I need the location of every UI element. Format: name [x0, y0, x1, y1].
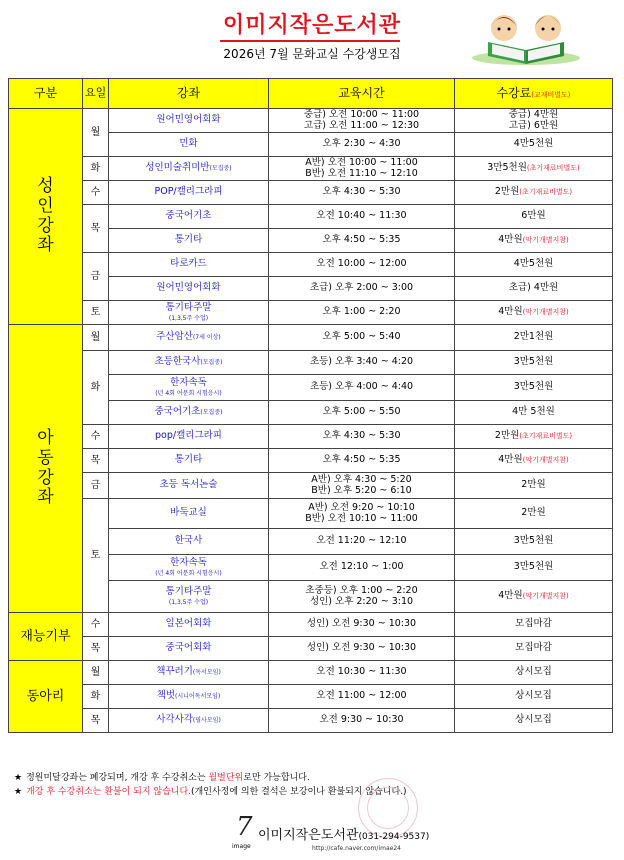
day-label: 월 [90, 666, 101, 678]
time-cell [269, 555, 455, 581]
course-cell[interactable] [109, 133, 269, 157]
library-logo-mark: 7 [236, 812, 253, 842]
course-subtitle: (1,3,5주 수업) [168, 598, 209, 606]
fee-cell [455, 109, 613, 133]
section-label-text: 재능기부 [20, 628, 71, 644]
header-day: 요일 [83, 79, 109, 109]
course-name: 중국어기초 [165, 210, 212, 222]
course-subtitle: (시니어독서모임) [175, 693, 221, 701]
fee-line-1: 모집마감 [515, 618, 552, 630]
time-cell [269, 449, 455, 473]
fee-line-1: 3만5천원 [513, 381, 554, 393]
course-cell[interactable] [109, 375, 269, 401]
library-phone: (031-294-9537) [358, 832, 430, 842]
day-cell [83, 449, 109, 473]
course-cell[interactable] [109, 709, 269, 733]
time-line-1: 오전 10:00 ~ 12:00 [316, 258, 407, 270]
table-row [9, 325, 613, 351]
time-line-1: A반) 오후 4:30 ~ 5:20 [311, 473, 412, 485]
day-cell [83, 709, 109, 733]
day-cell [83, 685, 109, 709]
day-cell [83, 253, 109, 301]
time-line-1: 오후 4:30 ~ 5:30 [322, 186, 401, 198]
course-name: 중국어회화 [165, 642, 212, 654]
fee-cell [455, 181, 613, 205]
fee-cell [455, 277, 613, 301]
course-subtitle: (독서모임) [192, 669, 221, 677]
time-line-1: 오후 4:30 ~ 5:30 [322, 430, 401, 442]
time-cell [269, 613, 455, 637]
time-line-1: 오전 9:30 ~ 10:30 [319, 714, 404, 726]
table-body [9, 109, 613, 733]
table-header-row [9, 79, 613, 109]
course-cell[interactable] [109, 685, 269, 709]
course-name: 중국어기초 [154, 406, 201, 418]
day-cell [83, 499, 109, 613]
day-cell [83, 351, 109, 425]
time-cell [269, 685, 455, 709]
fee-line-1: 6만원 [521, 210, 546, 222]
fee-line-1: 초급) 4만원 [508, 282, 559, 294]
fee-cell [455, 499, 613, 529]
day-label: 토 [90, 549, 101, 561]
time-line-1: 오후 4:50 ~ 5:35 [322, 454, 401, 466]
course-name: 한자속독 [170, 557, 207, 568]
table-row [9, 709, 613, 733]
day-label: 금 [90, 479, 101, 491]
day-label: 목 [90, 642, 101, 654]
header-course: 강좌 [109, 79, 269, 109]
fee-note: (악기개별지참) [522, 236, 569, 245]
day-label: 수 [90, 618, 101, 630]
fee-line-1: 중급) 4만원 [508, 108, 559, 120]
time-cell [269, 401, 455, 425]
fee-cell [455, 555, 613, 581]
fee-cell [455, 301, 613, 325]
table-row [9, 301, 613, 325]
header-category: 구분 [9, 79, 83, 109]
course-cell[interactable] [109, 661, 269, 685]
day-cell [83, 157, 109, 181]
fee-cell [455, 685, 613, 709]
time-cell [269, 181, 455, 205]
course-subtitle: (모집중) [200, 359, 223, 367]
fee-line-1: 상시모집 [515, 714, 552, 726]
fee-line-1: 4만원 [498, 306, 523, 318]
fee-line-1: 4만5천원 [513, 138, 554, 150]
time-line-1: 오전 12:10 ~ 1:00 [319, 561, 404, 573]
course-name: 원어민영어회화 [156, 114, 221, 126]
fee-cell [455, 581, 613, 613]
day-cell [83, 109, 109, 157]
time-cell [269, 277, 455, 301]
course-cell[interactable] [109, 277, 269, 301]
fee-cell [455, 449, 613, 473]
time-cell [269, 661, 455, 685]
fee-cell [455, 613, 613, 637]
course-cell[interactable] [109, 301, 269, 325]
day-label: 화 [90, 381, 101, 393]
day-cell [83, 325, 109, 351]
time-line-1: 오후 1:00 ~ 2:20 [322, 306, 401, 318]
course-cell[interactable] [109, 325, 269, 351]
course-name: 통기타주말 [165, 302, 212, 313]
course-name: pop/캘리그라피 [155, 430, 222, 442]
fee-line-1: 3만5천원 [513, 535, 554, 547]
fee-cell [455, 529, 613, 555]
section-label-adult [9, 109, 83, 325]
course-name: 일본어회화 [165, 618, 212, 630]
course-subtitle: (7세 이상) [192, 334, 221, 342]
course-cell[interactable] [109, 581, 269, 613]
time-line-2: B반) 오후 5:20 ~ 6:10 [311, 484, 412, 496]
table-row [9, 425, 613, 449]
day-label: 목 [90, 222, 101, 234]
course-subtitle: (년 4회 어문회 시험응시) [155, 389, 222, 397]
time-line-1: 오후 2:30 ~ 4:30 [322, 138, 401, 150]
time-line-1: 오후 5:00 ~ 5:40 [322, 331, 401, 343]
table-row [9, 205, 613, 229]
fee-cell [455, 709, 613, 733]
day-cell [83, 661, 109, 685]
time-cell [269, 529, 455, 555]
course-cell[interactable] [109, 613, 269, 637]
header-fee-note: (교재비별도) [531, 90, 571, 99]
fee-note: (악기개별지참) [522, 592, 569, 601]
course-name: 민화 [179, 138, 198, 150]
fee-cell [455, 401, 613, 425]
time-cell [269, 499, 455, 529]
time-cell [269, 253, 455, 277]
fee-cell [455, 157, 613, 181]
footer-note-1a: 정원미달강좌는 폐강되며, 개강 후 수강취소는 [26, 773, 209, 783]
fee-line-1: 2만원 [521, 507, 546, 519]
time-line-1: 오전 10:40 ~ 11:30 [316, 210, 407, 222]
header-time: 교육시간 [269, 79, 455, 109]
time-line-1: 성인) 오전 9:30 ~ 10:30 [306, 618, 417, 630]
fee-cell [455, 253, 613, 277]
day-label: 화 [90, 162, 101, 174]
time-line-1: 오전 11:20 ~ 12:10 [316, 535, 407, 547]
fee-cell [455, 133, 613, 157]
section-label-club [9, 661, 83, 733]
fee-line-1: 4만원 [498, 234, 523, 246]
course-name: 바둑교실 [170, 507, 207, 519]
time-line-2: B반) 오전 11:10 ~ 12:10 [305, 167, 418, 179]
course-name: 타로카드 [170, 258, 207, 270]
table-row [9, 473, 613, 499]
fee-note: (악기개별지참) [522, 456, 569, 465]
time-cell [269, 229, 455, 253]
footer-note-1c: 로만 가능합니다. [243, 773, 310, 783]
course-cell[interactable] [109, 499, 269, 529]
fee-line-1: 4만원 [498, 590, 523, 602]
course-cell[interactable] [109, 555, 269, 581]
table-row [9, 685, 613, 709]
day-cell [83, 473, 109, 499]
footer-note-2a: 개강 후 수강취소는 환불이 되지 않습니다. [26, 786, 192, 797]
course-schedule-table [8, 78, 613, 733]
time-line-1: 초급) 오후 2:00 ~ 3:00 [309, 282, 414, 294]
time-line-1: 중급) 오전 10:00 ~ 11:00 [303, 108, 420, 120]
course-subtitle: (년 4회 어문회 시험응시) [155, 569, 222, 577]
header-fee [455, 79, 613, 109]
course-name: 초등한국사 [154, 356, 201, 368]
course-cell[interactable] [109, 401, 269, 425]
fee-line-1: 모집마감 [515, 642, 552, 654]
course-name: 한국사 [174, 535, 203, 547]
time-line-2: 고급) 오전 11:00 ~ 12:30 [303, 119, 420, 131]
time-line-1: 오전 11:00 ~ 12:00 [316, 690, 407, 702]
course-cell[interactable] [109, 229, 269, 253]
notice-subtitle: 2026년 7월 문화교실 수강생모집 [223, 47, 401, 61]
time-line-1: 오후 4:50 ~ 5:35 [322, 234, 401, 246]
time-cell [269, 637, 455, 661]
section-label-text: 동아리 [26, 688, 65, 704]
footer-note-2: ★ 개강 후 수강취소는 환불이 되지 않습니다.(개인사정에 의한 결석은 보강이나 환불되지 않습니다.) [14, 786, 407, 797]
course-cell[interactable] [109, 529, 269, 555]
header-fee-label: 수강료 [496, 85, 532, 100]
fee-cell [455, 661, 613, 685]
time-cell [269, 157, 455, 181]
day-label: 수 [90, 186, 101, 198]
day-cell [83, 181, 109, 205]
fee-note: (초기재료비별도) [519, 188, 573, 197]
fee-note: (초기재료비별도) [519, 432, 573, 441]
footer-notes [14, 772, 407, 800]
fee-line-1: 4만원 [498, 454, 523, 466]
course-cell[interactable] [109, 637, 269, 661]
time-cell [269, 133, 455, 157]
fee-cell [455, 351, 613, 375]
day-label: 월 [90, 126, 101, 138]
course-cell[interactable] [109, 473, 269, 499]
day-label: 수 [90, 430, 101, 442]
course-cell[interactable] [109, 157, 269, 181]
time-line-1: 오후 5:00 ~ 5:50 [322, 406, 401, 418]
course-cell[interactable] [109, 109, 269, 133]
section-label-child [9, 325, 83, 613]
table-row [9, 449, 613, 473]
time-line-2: B반) 오전 10:10 ~ 11:00 [305, 512, 418, 524]
fee-line-1: 2만원 [521, 479, 546, 491]
day-cell [83, 301, 109, 325]
course-cell[interactable] [109, 205, 269, 229]
course-name: 책벗 [156, 690, 176, 702]
fee-cell [455, 637, 613, 661]
time-line-1: 초중등) 오후 1:00 ~ 2:20 [305, 584, 418, 596]
fee-cell [455, 229, 613, 253]
fee-cell [455, 425, 613, 449]
library-title: 이미지작은도서관 [222, 13, 402, 38]
section-label-text: 아동강좌 [37, 428, 54, 508]
footer-note-1b: 월별단위 [208, 773, 244, 783]
fee-line-1: 3만5천원 [513, 356, 554, 368]
table-row [9, 637, 613, 661]
time-line-1: 초등) 오후 4:00 ~ 4:40 [309, 381, 414, 393]
fee-cell [455, 205, 613, 229]
library-logo-sub: image [232, 843, 251, 850]
fee-line-1: 상시모집 [515, 690, 552, 702]
page-header [0, 0, 624, 70]
time-cell [269, 425, 455, 449]
course-name: 통기타 [174, 234, 203, 246]
course-name: 주산암산 [156, 331, 193, 343]
table-row [9, 109, 613, 133]
course-subtitle: (1,3,5주 수업) [168, 314, 209, 322]
table-row [9, 253, 613, 277]
fee-cell [455, 375, 613, 401]
course-name: 성인미술취미반 [145, 162, 210, 174]
course-cell[interactable] [109, 253, 269, 277]
day-cell [83, 205, 109, 253]
table-row [9, 351, 613, 375]
day-label: 금 [90, 270, 101, 282]
fee-line-1: 3만5천원 [487, 162, 527, 174]
footer-note-1: ★ 정원미달강좌는 폐강되며, 개강 후 수강취소는 월별단위로만 가능합니다. [14, 773, 310, 783]
fee-line-1: 4만 5천원 [512, 406, 555, 418]
fee-cell [455, 325, 613, 351]
time-cell [269, 709, 455, 733]
time-line-1: 오전 10:30 ~ 11:30 [316, 666, 407, 678]
time-line-1: 성인) 오전 9:30 ~ 10:30 [306, 642, 417, 654]
footer-note-2b: (개인사정에 의한 결석은 보강이나 환불되지 않습니다.) [191, 786, 407, 797]
course-subtitle: (모집중) [200, 409, 223, 417]
day-label: 토 [90, 306, 101, 318]
time-line-1: 초등) 오후 3:40 ~ 4:20 [309, 356, 414, 368]
course-name: 통기타주말 [165, 586, 212, 597]
fee-line-1: 3만5천원 [513, 561, 554, 573]
time-cell [269, 109, 455, 133]
time-cell [269, 325, 455, 351]
fee-line-1: 상시모집 [515, 666, 552, 678]
library-name-text: 이미지작은도서관 [258, 828, 359, 843]
course-name: 사각사각 [156, 714, 193, 726]
day-label: 화 [90, 690, 101, 702]
course-name: POP/캘리그라피 [154, 186, 223, 198]
day-cell [83, 425, 109, 449]
course-name: 원어민영어회화 [156, 282, 221, 294]
day-label: 목 [90, 714, 101, 726]
table-row [9, 499, 613, 529]
course-cell[interactable] [109, 351, 269, 375]
section-label-text: 성인강좌 [37, 176, 54, 256]
time-cell [269, 351, 455, 375]
course-subtitle: (모집중) [209, 165, 232, 173]
table-row [9, 181, 613, 205]
time-cell [269, 375, 455, 401]
table-row [9, 613, 613, 637]
course-cell[interactable] [109, 425, 269, 449]
time-cell [269, 301, 455, 325]
table-row [9, 661, 613, 685]
reading-kids-icon [470, 6, 582, 66]
course-name: 통기타 [174, 454, 203, 466]
fee-line-2: 고급) 6만원 [508, 119, 559, 131]
course-subtitle: (필사모임) [192, 717, 221, 725]
time-line-1: A반) 오전 9:20 ~ 10:10 [308, 501, 415, 513]
course-name: 초등 독서논술 [159, 479, 218, 491]
course-cell[interactable] [109, 449, 269, 473]
time-cell [269, 581, 455, 613]
section-label-talent [9, 613, 83, 661]
day-label: 목 [90, 454, 101, 466]
time-cell [269, 205, 455, 229]
fee-cell [455, 473, 613, 499]
time-line-2: 성인) 오후 2:20 ~ 3:10 [309, 595, 414, 607]
course-name: 한자속독 [170, 377, 207, 388]
time-cell [269, 473, 455, 499]
day-label: 월 [90, 331, 101, 343]
fee-note: (악기개별지참) [522, 308, 569, 317]
fee-line-1: 2만1천원 [513, 331, 554, 343]
course-cell[interactable] [109, 181, 269, 205]
library-name [258, 824, 429, 843]
fee-line-1: 2만원 [494, 186, 520, 198]
fee-line-1: 4만5천원 [513, 258, 554, 270]
table-row [9, 157, 613, 181]
course-name: 책꾸러기 [156, 666, 193, 678]
day-cell [83, 637, 109, 661]
fee-note: (초기재료비별도) [526, 164, 580, 173]
day-cell [83, 613, 109, 637]
title-underline [220, 40, 400, 42]
cafe-url-link[interactable]: http://cafe.naver.com/imae24 [312, 845, 401, 852]
fee-line-1: 2만원 [494, 430, 520, 442]
time-line-1: A반) 오전 10:00 ~ 11:00 [305, 156, 418, 168]
